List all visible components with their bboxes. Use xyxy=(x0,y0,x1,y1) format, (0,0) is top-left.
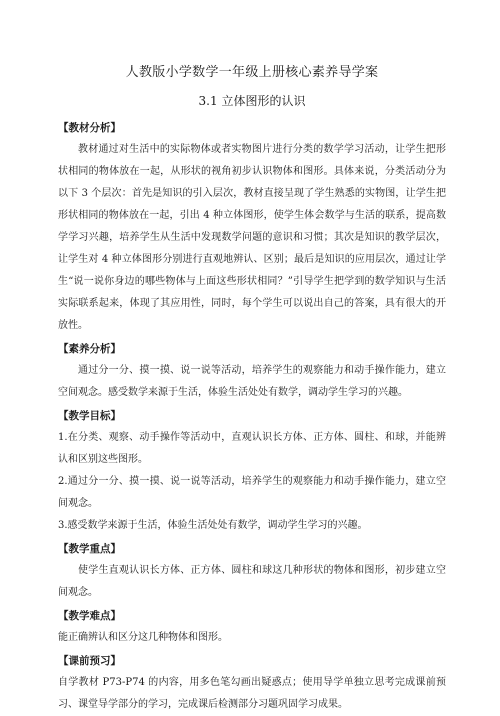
document-page xyxy=(58,64,446,716)
section-key-points xyxy=(58,537,446,604)
goal-item-1: 1.在分类、观察、动手操作等活动中，直观认识长方体、正方体、圆柱、和球，并能辨认和区别这些图形。 xyxy=(58,432,446,465)
goal-item-3: 3.感受数学来源于生活，体验生活处处有数学，调动学生学习的兴趣。 xyxy=(58,520,368,531)
section-heading-difficulties: 【教学难点】 xyxy=(58,610,121,622)
lesson-subtitle: 3.1 立体图形的认识 xyxy=(198,94,306,108)
section-heading-goals: 【教学目标】 xyxy=(58,410,121,422)
section-text-literacy: 通过分一分、摸一摸、说一说等活动，培养学生的观察能力和动手操作能力，建立空间观念。感受数学来源于生活，体验生活处处有数学，调动学生学习的兴趣。 xyxy=(58,365,446,398)
section-heading-analysis: 【教材分析】 xyxy=(58,122,121,134)
section-text-preview: 自学教材 P73-P74 的内容，用多色笔勾画出疑惑点；使用导学单独立思考完成课前预习、课堂导学部分的学习，完成课后检测部分习题巩固学习成果。 xyxy=(58,677,446,710)
section-heading-literacy: 【素养分析】 xyxy=(58,343,121,355)
document-title: 人教版小学数学一年级上册核心素养导学案 xyxy=(125,65,379,80)
section-goals xyxy=(58,404,446,537)
section-analysis xyxy=(58,116,446,337)
section-heading-preview: 【课前预习】 xyxy=(58,655,121,667)
section-text-analysis: 教材通过对生活中的实际物体或者实物图片进行分类的数学学习活动，让学生把形状相同的物体放在一起，从形状的视角初步认识物体和图形。具体来说，分类活动分为以下 3 个层次：首先是知识的引入层次，教材直接呈现了学生熟悉的实物图，让学生把形状相同的物体放在一起，引出 4 种立体图形，使学生体会数学与生活的联系，提高数学学习兴趣，培养学生从生活中发现数学问题的意识和习惯；其次是知识的教学层次，让学生对 4 种立体图形分别进行直观地辨认、区别；最后是知识的应用层次，通过让学生“说一说你身边的哪些物体与上面这些形状相同？”引导学生把学到的数学知识与生活实际联系起来，体现了其应用性，同时，每个学生可以说出自己的答案，具有很大的开放性。 xyxy=(58,144,446,331)
section-preview xyxy=(58,649,446,716)
goal-item-2: 2.通过分一分、摸一摸、说一说等活动，培养学生的观察能力和动手操作能力，建立空间观念。 xyxy=(58,476,446,509)
section-text-difficulties: 能正确辨认和区分这几种物体和图形。 xyxy=(58,632,228,643)
section-text-key-points: 使学生直观认识长方体、正方体、圆柱和球这几种形状的物体和图形，初步建立空间观念。 xyxy=(58,565,446,598)
section-heading-key-points: 【教学重点】 xyxy=(58,543,121,555)
section-literacy xyxy=(58,337,446,404)
section-difficulties xyxy=(58,604,446,649)
